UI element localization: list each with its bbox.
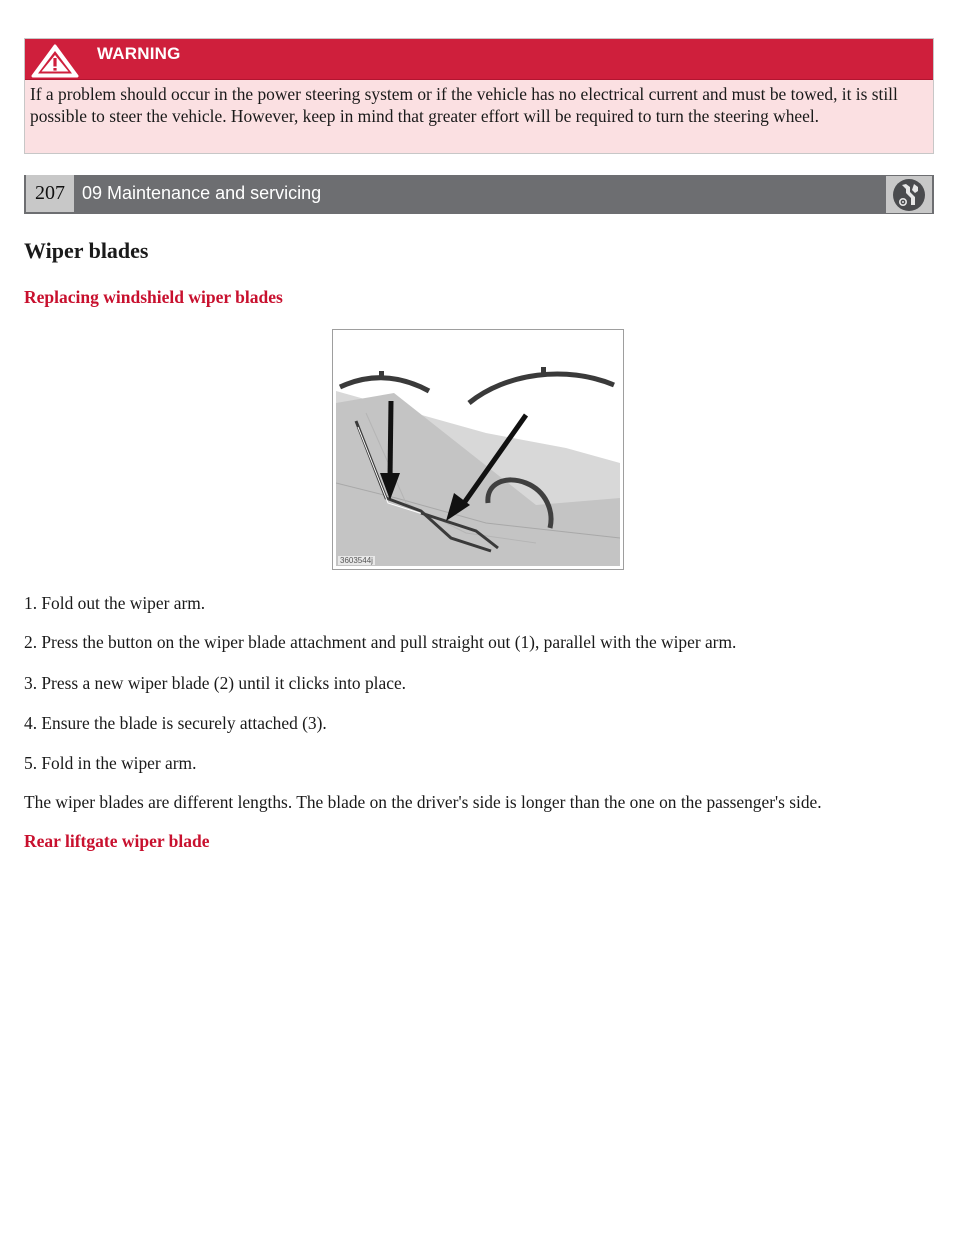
warning-box	[24, 38, 934, 154]
step-2: 2. Press the button on the wiper blade attachment and pull straight out (1), parallel with the wiper arm.	[24, 632, 737, 652]
step-5: 5. Fold in the wiper arm.	[24, 753, 197, 773]
step-3: 3. Press a new wiper blade (2) until it clicks into place.	[24, 673, 407, 693]
step-1: 1. Fold out the wiper arm.	[24, 593, 206, 613]
chapter-bar	[24, 175, 934, 214]
wrench-icon	[892, 178, 926, 212]
warning-title: WARNING	[97, 44, 181, 63]
step-4: 4. Ensure the blade is securely attached (3).	[24, 713, 327, 733]
section-title: Wiper blades	[24, 238, 149, 263]
chapter-icon-box	[886, 176, 932, 213]
wiper-blade-figure	[332, 329, 624, 570]
chapter-title: 09 Maintenance and servicing	[82, 183, 322, 203]
blade-length-note: The wiper blades are different lengths. The blade on the driver's side is longer than the one on the passenger's side.	[24, 792, 822, 812]
subsection-title-windshield: Replacing windshield wiper blades	[24, 287, 283, 307]
page-number: 207	[26, 175, 74, 212]
subsection-title-rear: Rear liftgate wiper blade	[24, 831, 210, 851]
warning-text: If a problem should occur in the power steering system or if the vehicle has no electrical current and must be towed, it is still possible to steer the vehicle. However, keep in mind that greater effort will be required to turn the steering wheel.	[30, 84, 898, 126]
figure-code: 3603544j	[340, 556, 373, 565]
warning-triangle-icon	[29, 43, 87, 79]
warning-header	[25, 39, 933, 80]
